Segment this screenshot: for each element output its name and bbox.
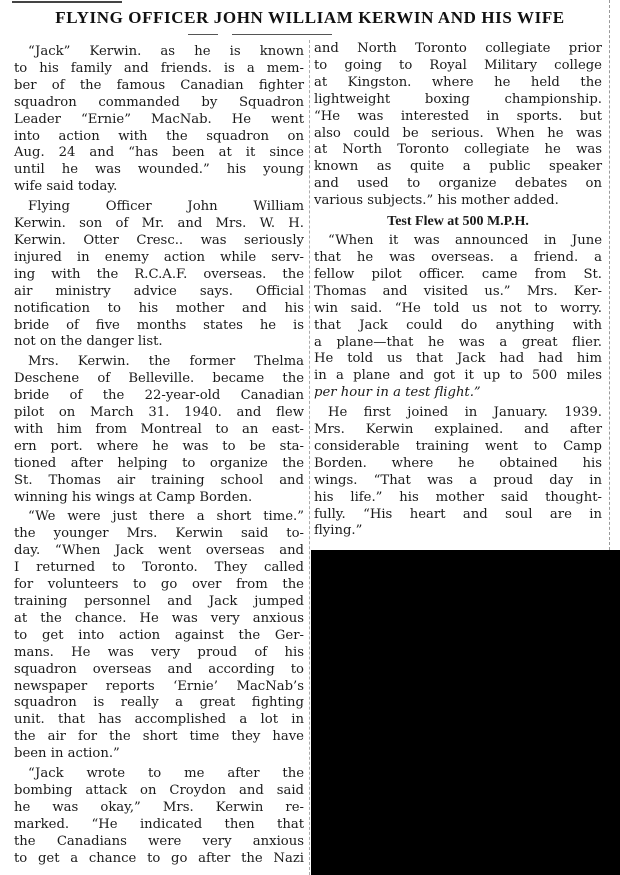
text-line: “He was interested in sports. but xyxy=(314,108,602,124)
paragraph xyxy=(14,766,304,867)
text-line: squadron overseas and according to xyxy=(14,661,304,677)
paragraph xyxy=(14,354,304,506)
text-line: He first joined in January. 1939. xyxy=(328,405,602,421)
text-line: the younger Mrs. Kerwin said to- xyxy=(14,526,304,542)
paragraph xyxy=(314,41,602,210)
text-line: ing with the R.C.A.F. overseas. the xyxy=(14,266,304,282)
text-line: winning his wings at Camp Borden. xyxy=(14,489,253,505)
text-line: St. Thomas air training school and xyxy=(14,472,304,488)
paragraph xyxy=(314,405,602,540)
text-line: Leader “Ernie” MacNab. He went xyxy=(14,111,304,127)
text-line: training personnel and Jack jumped xyxy=(14,594,304,609)
text-line: he was okay,” Mrs. Kerwin re- xyxy=(14,799,304,815)
text-line: wings. “That was a proud day in xyxy=(314,472,602,488)
text-line: per hour in a test flight.” xyxy=(314,385,481,401)
text-line: and used to organize debates on xyxy=(314,176,602,192)
text-line: squadron is really a great fighting xyxy=(14,695,304,711)
text-line: ber of the famous Canadian fighter xyxy=(14,77,304,93)
text-line: flying.” xyxy=(314,523,363,539)
text-line: to get a chance to go after the Nazi xyxy=(14,850,304,866)
text-line: known as quite a public speaker xyxy=(314,159,602,175)
text-line: Flying Officer John William xyxy=(28,199,304,215)
text-line: Kerwin. Otter Cresc.. was seriously xyxy=(14,232,304,248)
text-line: mans. He was very proud of his xyxy=(14,644,304,660)
text-line: Borden. where he obtained his xyxy=(314,455,602,471)
text-line: pilot on March 31. 1940. and flew xyxy=(14,405,304,421)
text-line: considerable training went to Camp xyxy=(314,438,602,454)
text-line: at the chance. He was very anxious xyxy=(14,610,304,626)
text-line: “Jack” Kerwin. as he is known xyxy=(28,44,304,59)
text-line: “When it was announced in June xyxy=(328,233,602,249)
text-line: to get into action against the Ger- xyxy=(14,627,304,643)
text-line: in a plane and got it up to 500 miles xyxy=(314,368,602,384)
text-line: bride of five months states he is xyxy=(14,317,304,333)
text-line: that he was overseas. a friend. a xyxy=(314,249,602,265)
text-line: lightweight boxing championship. xyxy=(314,91,602,107)
headline-rule-right xyxy=(232,34,332,35)
text-line: injured in enemy action while serv- xyxy=(14,249,304,265)
text-line: the Canadians were very anxious xyxy=(14,833,304,849)
text-line: newspaper reports ‘Ernie’ MacNab’s xyxy=(14,678,304,694)
text-line: “We were just there a short time.” xyxy=(28,509,304,525)
text-line: at Kingston. where he held the xyxy=(314,74,602,90)
text-line: Mrs. Kerwin explained. and after xyxy=(314,422,602,438)
paragraph xyxy=(14,44,304,196)
text-line: day. “When Jack went overseas and xyxy=(14,543,304,559)
text-line: squadron commanded by Squadron xyxy=(14,94,304,110)
text-line: fellow pilot officer. came from St. xyxy=(314,266,602,282)
text-line: Aug. 24 and “has been at it since xyxy=(14,145,304,161)
subheading: Test Flew at 500 M.P.H. xyxy=(387,214,529,230)
text-line: a plane—that he was a great flier. xyxy=(314,334,602,350)
text-line: at North Toronto collegiate he was xyxy=(314,142,602,158)
article-headline: FLYING OFFICER JOHN WILLIAM KERWIN AND HIS WIFE xyxy=(55,8,565,27)
text-line: Mrs. Kerwin. the former Thelma xyxy=(28,354,304,370)
paragraph xyxy=(314,233,602,402)
text-line: wife said today. xyxy=(14,179,118,195)
text-line: into action with the squadron on xyxy=(14,128,304,144)
text-line: notification to his mother and his xyxy=(14,300,304,316)
text-line: with him from Montreal to an east- xyxy=(14,421,304,437)
text-line: tioned after helping to organize the xyxy=(14,455,304,471)
text-line: to his family and friends. is a mem- xyxy=(14,60,304,76)
left-column xyxy=(14,44,304,868)
text-line: for volunteers to go over from the xyxy=(14,577,304,593)
text-line: air ministry advice says. Official xyxy=(14,283,304,299)
text-line: his life.” his mother said thought- xyxy=(314,489,602,505)
text-line: Thomas and visited us.” Mrs. Ker- xyxy=(314,283,602,299)
text-line: various subjects.” his mother added. xyxy=(314,193,559,209)
top-rule xyxy=(12,1,122,3)
text-line: win said. “He told us not to worry. xyxy=(314,300,602,316)
text-line: not on the danger list. xyxy=(14,334,163,350)
redaction-block xyxy=(311,550,620,875)
text-line: I returned to Toronto. They called xyxy=(14,560,304,576)
text-line: bride of the 22-year-old Canadian xyxy=(14,388,304,404)
text-line: until he was wounded.” his young xyxy=(14,162,304,178)
text-line: unit. that has accomplished a lot in xyxy=(14,712,304,728)
paragraph xyxy=(14,199,304,351)
paragraph xyxy=(14,509,304,763)
text-line: fully. “His heart and soul are in xyxy=(314,506,602,522)
headline-rule-left xyxy=(188,34,218,35)
text-line: marked. “He indicated then that xyxy=(14,816,304,832)
text-line: the air for the short time they have xyxy=(14,729,304,745)
text-line: He told us that Jack had had him xyxy=(314,351,602,367)
text-line: been in action.” xyxy=(14,746,120,762)
right-column xyxy=(314,41,602,540)
text-line: and North Toronto collegiate prior xyxy=(314,41,602,56)
text-line: to going to Royal Military college xyxy=(314,57,602,73)
text-line: “Jack wrote to me after the xyxy=(28,766,304,782)
text-line: also could be serious. When he was xyxy=(314,125,602,141)
text-line: that Jack could do anything with xyxy=(314,317,602,333)
text-line: Deschene of Belleville. became the xyxy=(14,371,304,387)
text-line: bombing attack on Croydon and said xyxy=(14,782,304,798)
column-rule-right xyxy=(609,0,611,550)
text-line: ern port. where he was to be sta- xyxy=(14,438,304,454)
text-line: Kerwin. son of Mr. and Mrs. W. H. xyxy=(14,216,304,232)
